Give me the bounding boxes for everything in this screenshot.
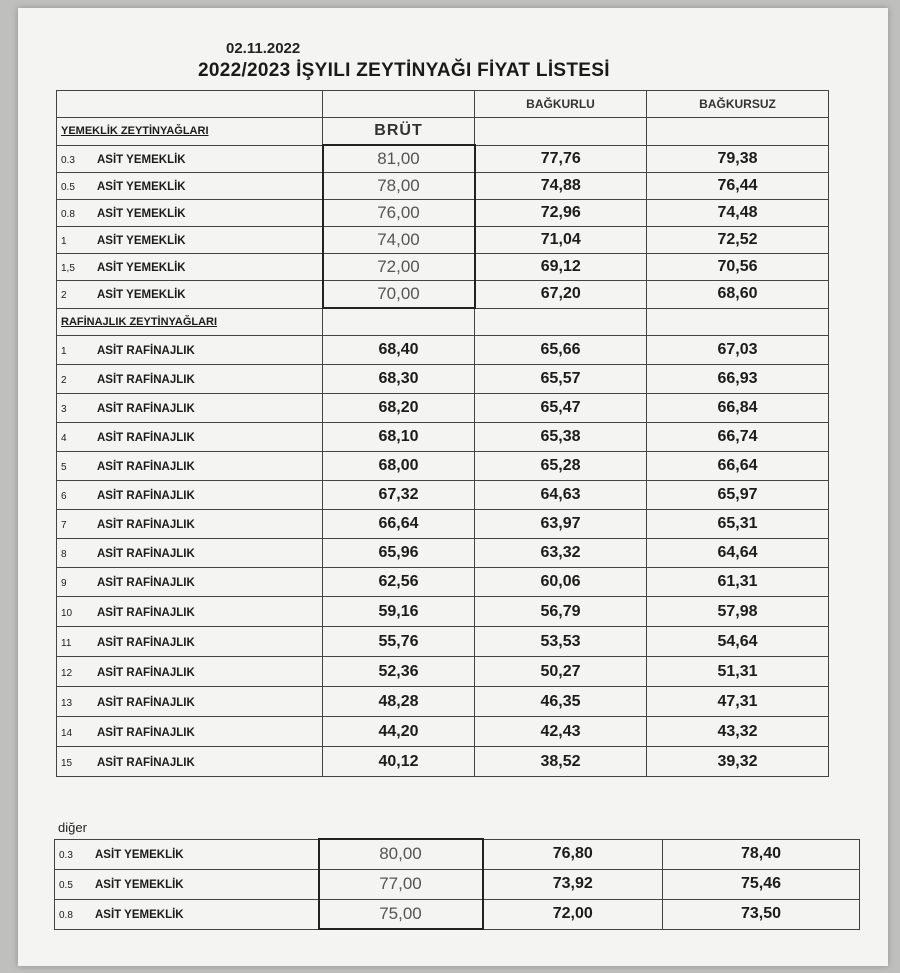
bagkurlu-price: 72,96: [475, 200, 647, 227]
row-label: [57, 452, 323, 481]
bagkurlu-price: 38,52: [475, 747, 647, 777]
header-row: [57, 91, 829, 118]
bagkursuz-price: 76,44: [647, 173, 829, 200]
bagkurlu-price: 67,20: [475, 281, 647, 309]
empty-cell: [475, 308, 647, 336]
brut-price: 67,32: [323, 481, 475, 510]
brut-price: 77,00: [319, 869, 483, 899]
oil-type: ASİT RAFİNAJLIK: [97, 548, 195, 560]
table-row: [57, 423, 829, 452]
bagkurlu-price: 63,97: [475, 510, 647, 539]
column-header-brut: BRÜT: [323, 118, 475, 146]
bagkursuz-price: 73,50: [663, 899, 860, 929]
section-title-rafinajlik: RAFİNAJLIK ZEYTİNYAĞLARI: [57, 308, 323, 336]
oil-type: ASİT RAFİNAJLIK: [97, 726, 195, 739]
row-label: [55, 899, 319, 929]
empty-cell: [323, 308, 475, 336]
acid-level: 1: [61, 346, 67, 357]
bagkurlu-price: 65,28: [475, 452, 647, 481]
row-label: [55, 869, 319, 899]
table-row: [57, 336, 829, 365]
table-row: [57, 281, 829, 309]
table-row: [55, 899, 860, 929]
bagkursuz-price: 57,98: [647, 597, 829, 627]
acid-level: 10: [61, 607, 73, 619]
oil-type: ASİT RAFİNAJLIK: [97, 666, 195, 679]
table-row: [57, 568, 829, 597]
bagkurlu-price: 74,88: [475, 173, 647, 200]
brut-price: 59,16: [323, 597, 475, 627]
table-row: [55, 839, 860, 869]
row-label: [57, 227, 323, 254]
bagkurlu-price: 56,79: [475, 597, 647, 627]
bagkursuz-price: 66,74: [647, 423, 829, 452]
brut-price: 75,00: [319, 899, 483, 929]
bagkurlu-price: 50,27: [475, 657, 647, 687]
row-label: [57, 597, 323, 627]
row-label: [57, 539, 323, 568]
acid-level: 0.3: [59, 850, 73, 861]
document-title: 2022/2023 İŞYILI ZEYTİNYAĞI FİYAT LİSTESİ: [198, 60, 610, 81]
brut-price: 68,20: [323, 394, 475, 423]
bagkurlu-price: 46,35: [475, 687, 647, 717]
acid-level: 11: [61, 637, 72, 649]
brut-price: 40,12: [323, 747, 475, 777]
row-label: [57, 510, 323, 539]
section-title-diger: diğer: [58, 820, 87, 835]
acid-level: 3: [61, 404, 67, 415]
bagkurlu-price: 76,80: [483, 839, 663, 869]
acid-level: 0.5: [61, 182, 75, 193]
table-row: [57, 145, 829, 173]
brut-price: 65,96: [323, 539, 475, 568]
bagkurlu-price: 60,06: [475, 568, 647, 597]
bagkursuz-price: 66,84: [647, 394, 829, 423]
bagkursuz-price: 66,64: [647, 452, 829, 481]
acid-level: 7: [61, 520, 67, 531]
row-label: [57, 254, 323, 281]
empty-cell: [647, 118, 829, 146]
other-price-table: [54, 838, 860, 930]
brut-price: 68,10: [323, 423, 475, 452]
brut-price: 80,00: [319, 839, 483, 869]
oil-type: ASİT YEMEKLİK: [97, 181, 186, 193]
oil-type: ASİT RAFİNAJLIK: [97, 403, 195, 415]
brut-price: 48,28: [323, 687, 475, 717]
bagkursuz-price: 47,31: [647, 687, 829, 717]
acid-level: 1: [61, 236, 67, 247]
acid-level: 2: [61, 375, 67, 386]
row-label: [57, 568, 323, 597]
bagkurlu-price: 72,00: [483, 899, 663, 929]
row-label: [57, 747, 323, 777]
main-price-table: [56, 90, 829, 777]
brut-price: 44,20: [323, 717, 475, 747]
oil-type: ASİT RAFİNAJLIK: [97, 577, 195, 589]
table-row: [57, 365, 829, 394]
acid-level: 0.8: [59, 910, 73, 921]
bagkursuz-price: 66,93: [647, 365, 829, 394]
section-row-yemeklik: [57, 118, 829, 146]
bagkursuz-price: 61,31: [647, 568, 829, 597]
oil-type: ASİT RAFİNAJLIK: [97, 636, 195, 649]
row-label: [57, 717, 323, 747]
column-header-bagkurlu: BAĞKURLU: [475, 91, 647, 118]
oil-type: ASİT YEMEKLİK: [97, 153, 186, 166]
row-label: [57, 145, 323, 173]
acid-level: 2: [61, 290, 67, 302]
row-label: [57, 365, 323, 394]
bagkursuz-price: 74,48: [647, 200, 829, 227]
row-label: [57, 394, 323, 423]
row-label: [57, 200, 323, 227]
table-row: [57, 200, 829, 227]
bagkursuz-price: 65,97: [647, 481, 829, 510]
acid-level: 13: [61, 697, 73, 709]
bagkursuz-price: 70,56: [647, 254, 829, 281]
table-row: [57, 510, 829, 539]
brut-price: 70,00: [323, 281, 475, 309]
document-date: 02.11.2022: [226, 40, 301, 57]
oil-type: ASİT RAFİNAJLIK: [97, 519, 195, 531]
bagkurlu-price: 77,76: [475, 145, 647, 173]
table-row: [57, 657, 829, 687]
oil-type: ASİT RAFİNAJLIK: [97, 756, 195, 769]
acid-level: 4: [61, 433, 67, 444]
acid-level: 6: [61, 491, 67, 502]
bagkurlu-price: 65,57: [475, 365, 647, 394]
brut-price: 78,00: [323, 173, 475, 200]
bagkursuz-price: 65,31: [647, 510, 829, 539]
section-title-yemeklik: YEMEKLİK ZEYTİNYAĞLARI: [57, 118, 323, 146]
acid-level: 0.8: [61, 209, 75, 220]
table-row: [57, 627, 829, 657]
header-empty-cell: [57, 91, 323, 118]
table-row: [57, 173, 829, 200]
oil-type: ASİT YEMEKLİK: [97, 262, 186, 274]
table-row: [57, 717, 829, 747]
row-label: [57, 687, 323, 717]
table-row: [57, 687, 829, 717]
table-row: [57, 227, 829, 254]
acid-level: 14: [61, 727, 73, 739]
oil-type: ASİT RAFİNAJLIK: [97, 374, 195, 386]
row-label: [55, 839, 319, 869]
acid-level: 8: [61, 549, 67, 560]
bagkursuz-price: 43,32: [647, 717, 829, 747]
acid-level: 0.3: [61, 154, 75, 166]
oil-type: ASİT YEMEKLİK: [95, 849, 184, 861]
oil-type: ASİT YEMEKLİK: [97, 289, 186, 302]
brut-price: 52,36: [323, 657, 475, 687]
oil-type: ASİT YEMEKLİK: [97, 208, 186, 220]
bagkursuz-price: 68,60: [647, 281, 829, 309]
bagkursuz-price: 51,31: [647, 657, 829, 687]
bagkurlu-price: 73,92: [483, 869, 663, 899]
oil-type: ASİT RAFİNAJLIK: [97, 461, 195, 473]
bagkurlu-price: 65,47: [475, 394, 647, 423]
column-header-bagkursuz: BAĞKURSUZ: [647, 91, 829, 118]
brut-price: 74,00: [323, 227, 475, 254]
brut-price: 72,00: [323, 254, 475, 281]
table-row: [57, 481, 829, 510]
bagkursuz-price: 72,52: [647, 227, 829, 254]
table-row: [57, 597, 829, 627]
bagkurlu-price: 65,66: [475, 336, 647, 365]
empty-cell: [475, 118, 647, 146]
bagkursuz-price: 54,64: [647, 627, 829, 657]
oil-type: ASİT RAFİNAJLIK: [97, 432, 195, 444]
oil-type: ASİT RAFİNAJLIK: [97, 606, 195, 619]
acid-level: 5: [61, 462, 67, 473]
brut-price: 55,76: [323, 627, 475, 657]
bagkursuz-price: 64,64: [647, 539, 829, 568]
bagkursuz-price: 75,46: [663, 869, 860, 899]
oil-type: ASİT YEMEKLİK: [97, 235, 186, 247]
row-label: [57, 336, 323, 365]
oil-type: ASİT YEMEKLİK: [95, 909, 184, 921]
brut-price: 76,00: [323, 200, 475, 227]
empty-cell: [647, 308, 829, 336]
bagkurlu-price: 64,63: [475, 481, 647, 510]
brut-price: 68,00: [323, 452, 475, 481]
table-row: [57, 539, 829, 568]
bagkurlu-price: 42,43: [475, 717, 647, 747]
table-row: [57, 452, 829, 481]
oil-type: ASİT RAFİNAJLIK: [97, 696, 195, 709]
oil-type: ASİT RAFİNAJLIK: [97, 345, 195, 357]
oil-type: ASİT YEMEKLİK: [95, 879, 184, 891]
section-row-rafinajlik: [57, 308, 829, 336]
brut-price: 62,56: [323, 568, 475, 597]
oil-type: ASİT RAFİNAJLIK: [97, 490, 195, 502]
table-row: [55, 869, 860, 899]
brut-price: 81,00: [323, 145, 475, 173]
row-label: [57, 173, 323, 200]
row-label: [57, 281, 323, 309]
table-row: [57, 254, 829, 281]
acid-level: 15: [61, 757, 73, 769]
bagkurlu-price: 65,38: [475, 423, 647, 452]
brut-price: 68,30: [323, 365, 475, 394]
acid-level: 9: [61, 578, 67, 589]
header-empty-cell: [323, 91, 475, 118]
bagkurlu-price: 69,12: [475, 254, 647, 281]
table-row: [57, 394, 829, 423]
table-row: [57, 747, 829, 777]
bagkurlu-price: 71,04: [475, 227, 647, 254]
row-label: [57, 627, 323, 657]
brut-price: 66,64: [323, 510, 475, 539]
row-label: [57, 423, 323, 452]
bagkursuz-price: 79,38: [647, 145, 829, 173]
acid-level: 1,5: [61, 263, 75, 274]
brut-price: 68,40: [323, 336, 475, 365]
bagkursuz-price: 78,40: [663, 839, 860, 869]
row-label: [57, 481, 323, 510]
acid-level: 0.5: [59, 880, 73, 891]
bagkurlu-price: 63,32: [475, 539, 647, 568]
bagkurlu-price: 53,53: [475, 627, 647, 657]
bagkursuz-price: 67,03: [647, 336, 829, 365]
row-label: [57, 657, 323, 687]
acid-level: 12: [61, 667, 73, 679]
bagkursuz-price: 39,32: [647, 747, 829, 777]
